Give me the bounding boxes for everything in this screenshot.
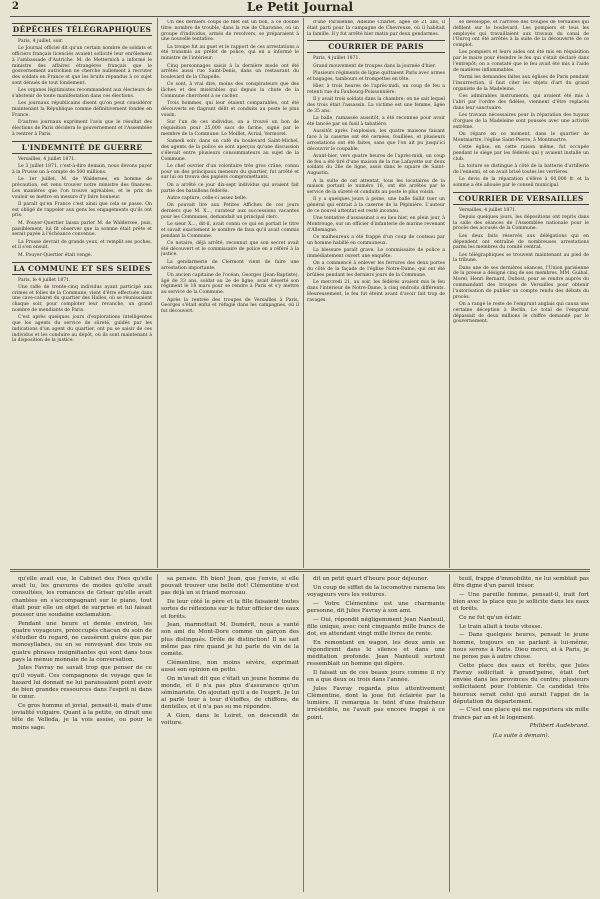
paragraph: Les travaux nécessaires pour la réparation des tuyaux d'orgues de la Madeleine sont poussés avec une activité extrême. (453, 112, 589, 130)
paragraph: Jean, marmottait M. Dumérit, nous a vanté son ami du Mont-Dore comme un garçon des plus distingués. Drôle de distinction! Il ne sait même pas rire quand je lui parle du vin de la comète. (161, 622, 299, 658)
paragraph: Les journaux républicains disent qu'on peut considérer maintenant la République comme définitivement fondée en France. (12, 101, 152, 119)
paragraph: On a rangé le reste de l'emprunt anglais qui causa une certaine déception à Berlin. Le total de l'emprunt dépassait de deux millions le chiffre demandé par le gouvernement. (453, 301, 589, 325)
section-title-courrier-paris: COURRIER DE PARIS (307, 40, 445, 53)
paragraph: Un ancien capitaine de l'océan, Georges (Jean-Baptiste), âgé de 33 ans, soldat au 2e de ligne, avait déserté son régiment le 18 mars pour se rendre à Paris et s'y mettre au service de la Commune. (161, 272, 299, 296)
feuilleton-rule (10, 569, 590, 570)
paragraph: Un coup de sifflet de la locomotive ramena les voyageurs vers les voitures. (307, 584, 445, 598)
paragraph: La toiture se distingue à côté de la batterie d'artillerie de l'ennemi, et on avait brisé toutes les verrières. (453, 163, 589, 175)
masthead: Le Petit Journal (246, 0, 354, 14)
paragraph: se développe, et l'arrivée des troupes de Versailles qui défilent sur le boulevard. Les pompiers et tous les employés qui travaillaient aux travaux du canal de l'Ourcq ont été arrêtés à la suite de la découverte de ce complot. (453, 20, 589, 49)
column-rule (157, 18, 158, 568)
paragraph: Hier, à trois heures de l'après-midi, un coup de feu a retenti rue du Faubourg-Poissonnière. (307, 84, 445, 95)
paragraph: Le train allait à toute vitesse. (459, 623, 543, 630)
paragraph: D'autres journaux expriment l'avis que le résultat des élections de Paris décidera le gouvernement et l'Assemblée à rentrer à Paris. (12, 120, 152, 137)
paragraph: Les pompiers et leurs aides ont été mis en réquisition par le maire pour éteindre le feu qui s'était déclaré dans l'entrepôt; on a constaté que le feu avait été mis à l'aide de matières inflammables. (453, 50, 589, 73)
feuilleton-column-4 (453, 576, 589, 892)
paragraph: — Dans quelques heures, pensait le jeune homme, toujours en se parlant à lui-même, nous serons à Paris. Dieu merci, et à Paris, je ne pense pas à autre chose. (453, 632, 589, 661)
paragraph: On a commencé à enlever les ferrures des deux portes du côté de la façade de l'église Notre-Dame, qui ont été brûlées pendant les derniers jours de la Commune. (307, 261, 445, 278)
feuilleton-column-2 (161, 576, 299, 892)
paragraph: On répare en ce moment, dans le quartier de Montmartre, l'église Saint-Pierre, à Montmartre. (453, 131, 589, 143)
paragraph: Jules Favray regarda plus attentivement Clémentine, dont la joue fut éclairée par la lumière. Il remarqua le teint d'une fraîcheur irrésistible, ne l'avait pas encore frappé à ce point. (307, 685, 445, 721)
paragraph: Ce ne fut qu'un éclair. (459, 615, 522, 622)
column-3 (307, 20, 445, 566)
paragraph: Dans une de ses dernières séances, l'Union parisienne de la presse a désigné cinq de ses membres, MM. Guibal, Morel, Henri Bernard, Dubost, pour se rendre auprès du commandant des troupes de Versailles pour obtenir l'autorisation de publier un compte rendu des débats du procès. (453, 265, 589, 300)
column-rule (449, 574, 450, 892)
paragraph: Le mercredi 21, au soir, les fédérés avaient mis le feu dans l'intérieur de Notre-Dame, à cinq endroits différents. Heureusement, le feu fut éteint avant d'avoir fait trop de ravages. (307, 280, 445, 303)
paragraph: Il y avait trois soldats dans la chambre; on ne sait lequel des trois était l'assassin. La victime est une femme, âgée de 35 ans. (307, 97, 445, 114)
paragraph: Cette église, en cette raison même, fut occupée pendant le siège par les fédérés qui y avaient installé un club. (453, 144, 589, 162)
paragraph: M. Pouyer-Quertier était vengé. (18, 252, 93, 258)
dateline: Paris, 4 juillet, soir. (18, 39, 63, 44)
page-header (10, 0, 590, 17)
column-1 (12, 20, 152, 566)
column-rule (449, 18, 450, 568)
continued-notice: (La suite à demain). (492, 732, 550, 739)
paragraph: dit un petit quart d'heure pour déjeuner. (313, 576, 429, 582)
section-title-indemnite: L'INDEMNITÉ DE GUERRE (12, 141, 152, 154)
column-rule (303, 574, 304, 892)
paragraph: Grand mouvement de troupes dans la journée d'hier. (313, 63, 436, 69)
paragraph: Un des derniers coups de filet est un bon, à ce double titre: nombre de trouble, dans la rue de Charonne, où un groupe d'individus, armés de revolvers, se préparaient à une nouvelle tentative. (161, 20, 299, 43)
paragraph: qu'elle avait vue, le Cabinet des Fées qu'elle avait lu, les gravures de modes qu'elle avait consultées, les romances de Grisar qu'elle avait chantées en s'accompagnant sur le piano, tout était pour elle un objet de surprise et lui faisait pousser une soudaine exclamation. (12, 576, 152, 619)
column-rule (157, 574, 158, 892)
paragraph: Sur l'un de ces individus, on a trouvé un bon de réquisition pour 25,000 sacs de farine, signé par le membre de la Commune: Le Moillet, Avrial, Vermorel. (161, 120, 299, 137)
column-rule (303, 18, 304, 568)
paragraph: Le sieur X..., dit-il, avait connu ce qui en portait le titre et savait exactement le nombre de faux qu'il avait commis pendant la Commune. (161, 222, 299, 239)
paragraph: — Une pareille femme, pensait-il, irait fort bien avec la place que je sollicite dans les eaux et forêts. (453, 591, 589, 613)
paragraph: M. Pouyer-Quertier laissa parler M. de Waldersee, puis, paisiblement, lui fit observer que la somme était prête et serait payée à l'échéance convenue. (12, 220, 152, 238)
paragraph: Pendant une heure et demie environ, les quatre voyageurs, préoccupés chacun du soin de s'étudier du regard, ne causèrent guère que par monosyllabes, ou en se renvoyant des trois ou quatre phrases insignifiantes qui sont dans tous pays la menue monnaie de la conversation. (12, 620, 152, 663)
paragraph: Les télégraphiques se trouvent maintenant au pied de la tribune. (453, 252, 589, 264)
paragraph: sa pensée. Eh bien! Jean, que j'envie, si elle pouvait trouver une belle dot! Clémentine n'est pas déjà un si friand morceau. (161, 576, 299, 597)
paragraph: A la suite de cet attentat, tous les locataires de la maison portant le numéro 16, ont été arrêtés par le service de la sûreté et conduits au poste le plus voisin. (307, 178, 445, 196)
paragraph: A Gien, dans le Loiret, on descendit de voiture. (161, 713, 299, 727)
paragraph: Plusieurs régiments de ligne quittaient Paris avec armes et bagages, tambours et trompettes en tête. (307, 70, 445, 82)
paragraph: Le 1er juillet, M. de Waldersee, en homme de précaution, est venu trouver notre ministre des finances. Les manières que l'on trouve agréables, et le prix de vouloir se mettre en mesure d'y faire honneur. (12, 177, 152, 200)
paragraph: Ce sont, à vrai dire, moins des conspirateurs que des lâches et des misérables qui depuis la chute de la Commune cherchent à se cacher. (161, 82, 299, 100)
paragraph: — Oui, répondit négligemment Jean Nanteuil, fille unique, avec cent cinquante mille francs de dot, en attendant vingt mille livres de rente. (307, 616, 445, 637)
paragraph: Cinq personnages saisis à la dernière mode ont été arrêtés aussi rue Saint-Denis, dans un restaurant du boulevard de la Chapelle. (161, 63, 299, 81)
section-title-courrier-versailles: COURRIER DE VERSAILLES (453, 192, 589, 205)
paragraph: Depuis quelques jours, les dépositions ont repris dans la salle des séances de l'Assemblée nationale pour le procès des accusés de la Commune. (453, 214, 589, 232)
paragraph: C'est après quelques jours d'explorations intelligentes que les agents du service de sûreté, guidés par les indications d'un agent du quartier, ont pu se saisir de ces individus et les conduire au dépôt, où ils sont maintenant à la disposition de la justice. (12, 315, 152, 344)
paragraph: teuil, frappé d'immobilité, ne lui semblait pas être digne d'un pareil trésor. (453, 576, 589, 590)
paragraph: Trois hommes, qui leur étaient comparables, ont été découverts en flagrant délit et conduits au poste le plus voisin. (161, 101, 299, 118)
paragraph: Samedi soir, dans un café du boulevard Saint-Michel, des agents de la police se sont aperçus qu'une discussion s'élevait entre plusieurs consommateurs au sujet de la Commune. (161, 139, 299, 162)
paragraph: La gendarmerie de Clermont vient de faire une arrestation importante. (161, 259, 299, 271)
paragraph: Ce gros homme et jovial, pensait-il, mais d'une jovialité vulgaire. Quant à la petite, on dirait une tête de Velleda, je la vois assise, ou pour le moins sage. (12, 702, 152, 731)
paragraph: On a arrêté ce jour dix-sept individus qui avaient fait partie des bataillons fédérés. (161, 182, 299, 194)
paragraph: d'une Parisienne, Adeline Charlet, âgée de 21 ans, il était parti pour la campagne de Chevreuse, où il habitait la famille. Il y fut arrêté hier matin par deux gendarmes. (307, 20, 445, 37)
paragraph: Avant-hier, vers quatre heures de l'après-midi, un coup de feu a été tiré d'une maison de la rue Lafayette sur deux soldats du 26e de ligne, assis dans le square de Saint-Augustin. (307, 153, 445, 177)
paragraph: Aussitôt après l'explosion, les quatre maisons faisant face à la caserne ont été cernées, fouillées, et plusieurs arrestations ont été faites, sans que l'on ait pu jusqu'ici découvrir le coupable. (307, 129, 445, 152)
paragraph: Le chef ouvrier d'un volontaire très gros crâne, connu pour un des principaux meneurs du quartier, fut arrêté et sur lui on trouva des papiers compromettants. (161, 163, 299, 181)
paragraph: Il faisait un de ces beaux jours comme il n'y en a que deux ou trois dans l'année. (307, 669, 445, 684)
author-signature: Philibert Audebrand. (529, 723, 589, 730)
page-number: 2 (12, 1, 19, 12)
paragraph: De leur côté le père et la fille faisaient toutes sortes de réflexions sur le futur officier des eaux et forêts. (161, 599, 299, 620)
paragraph: Le Journal officiel dit qu'un certain nombre de soldats et officiers français licenciés avaient sollicité leur enrôlement à l'ambassade d'Autriche. M. de Metternich a informé le ministre des affaires étrangères français que le gouvernement autrichien ne cherche nullement à recruter des soldats en France et que les bruits répandus à ce sujet sont dénués de tout fondement. (12, 46, 152, 87)
paragraph: Ce malheureux a été frappé d'un coup de couteau par un homme habillé en communeux. (307, 235, 445, 246)
paragraph: La blessure paraît grave. Le commissaire de police a immédiatement ouvert une enquête. (307, 248, 445, 260)
paragraph: Il paraît qu'en France c'est ainsi que cela se passe. On est obligé de rappeler aux gens les engagements qu'ils ont pris. (12, 201, 152, 219)
paragraph: — Votre Clémentine est une charmante personne, dit Jules Favray à son ami. (307, 600, 445, 614)
feuilleton-column-3 (307, 576, 445, 892)
paragraph: Les deux faits réservés aux délégations qui en dépendent ont entraîné de nombreuses arrestations parmi les membres du comité central. (453, 233, 589, 251)
paragraph: Il y a quelques jours à peine, une balle faillit tuer un général qui entrait à la caserne de la Pépinière. L'auteur de ce nouvel attentat est resté inconnu. (307, 197, 445, 215)
paragraph: Ces admirables instruments, qui avaient été mis à l'abri par l'ordre des fidèles, viennent d'être replacés dans leur sanctuaire. (453, 94, 589, 111)
paragraph: Cette place des eaux et forêts, que Jules Favray sollicitait à grand'peine, était fort enviée dans les provinces du centre; plusieurs sollicitaient pour l'obtenir. Ce candidat très heureux serait celui qui aurait l'appui de la députation du département. (453, 662, 589, 705)
paragraph: Ce notaire, déjà arrêté, reconnut que son secret avait été découvert et le commissaire de police en a référé à la justice. (161, 240, 299, 258)
section-title-commune: LA COMMUNE ET SES SEIDES (13, 263, 151, 273)
paragraph: Jules Favray ne savait trop que penser de ce qu'il voyait. Ces compagnons de voyage que le hasard lui donnait ne lui paraissaient point avoir de bien grandes ressources dans l'esprit ni dans le cœur. (12, 665, 152, 701)
dateline: Versailles, 4 juillet 1871. (18, 156, 76, 162)
section-title-depeches: DÉPÊCHES TÉLÉGRAPHIQUES (12, 25, 152, 34)
paragraph: Une rafle de trente-cinq individus ayant participé aux crimes et folies de la Commune, vient d'être effectuée dans une cave-cabaret du quartier des Halles, où se réunissaient chaque soir, pour comploter leur revanche, un grand nombre de mendiants de Paris. (12, 284, 152, 313)
paragraph: La balle, ramassée aussitôt, a été reconnue pour avoir été lancée par un fusil à tabatière. (307, 116, 445, 127)
paragraph: On m'avait dit que c'était un jeune homme du monde, et il n'a pas plus d'assurance qu'un séminariste. On ajoutait qu'il a de l'esprit. Je lui ai parlé tour à tour d'étoffes, de chiffons, de dentelles, et il n'a pas su me répondre. (161, 675, 299, 711)
dateline: Versailles, 4 juillet 1871. (459, 207, 517, 213)
dateline: Paris, le 4 juillet 1871. (18, 277, 71, 283)
paragraph: Clémentine, non moins sévère, exprimait aussi son opinion en petto. (161, 659, 299, 673)
dateline: Paris, 4 juillet 1871. (313, 56, 360, 62)
feuilleton-column-1 (12, 576, 152, 892)
paragraph: En remontant en wagon, les deux amis se répondirent dans le silence et dans une méditation profonde. Jean Nanteuil surtout ressemblait un homme qui digère. (307, 639, 445, 668)
paragraph: Après la rentrée des troupes de Versailles à Paris, Georges s'était enfui et réfugié dans les campagnes, où il fut découvert. (161, 297, 299, 315)
paragraph: La troupe fut au guet et le rapport de ces arrestations a été transmis au préfet de police, qui en a informé le ministre de l'intérieur. (161, 44, 299, 62)
column-4 (453, 20, 589, 566)
paragraph: Le devis de la réparation s'élève à 60,000 fr. et la somme a été allouée par le conseil municipal. (453, 176, 589, 188)
column-2 (161, 20, 299, 566)
paragraph: On pouvait lire aux Petites Affiches de ces jours derniers que M. X..., curateur aux successions vacantes pour les Communes, demandait un principal clerc. (161, 203, 299, 220)
paragraph: Les organes légitimistes recommandent aux électeurs de s'abstenir de toute manifestation dans ces élections. (12, 88, 152, 100)
paragraph: Le 3 juillet 1871, c'est-à-dire demain, nous devons payer à la Prusse un à-compte de 500 millions. (12, 164, 152, 175)
paragraph: Parmi les demandes faites aux églises de Paris pendant l'insurrection, il faut citer les objets d'art du grand organiste de la Madeleine. (453, 75, 589, 92)
paragraph: La Prusse devrait de grands yeux, et remplit ses poches, et il s'en ensuit. (12, 239, 152, 251)
paragraph: Une tentative d'assassinat a eu lieu hier, en plein jour, à Montrouge, sur un officier d'infanterie de marine revenant d'Allemagne. (307, 216, 445, 233)
feuilleton-rule (10, 571, 590, 572)
paragraph: Autre capture, celle-ci assez belle. (167, 195, 248, 201)
paragraph: — C'est une place qui me rapportera six mille francs par an et le logement. (453, 707, 589, 721)
